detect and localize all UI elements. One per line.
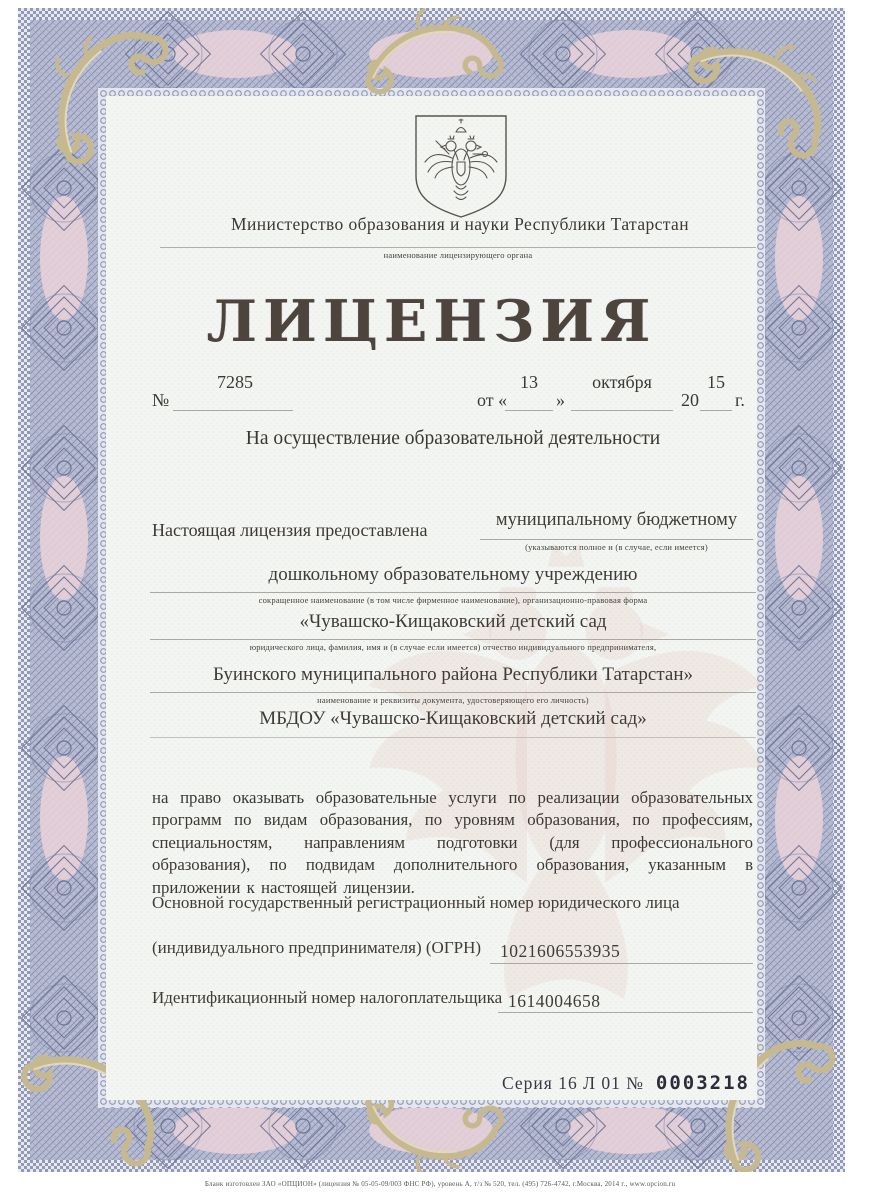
date-prefix: от « [477,390,508,410]
grantee-line2-rule [150,592,756,593]
date-year: 15 [707,372,725,392]
series-serial-number: 0003218 [655,1072,750,1094]
date-year-rule [700,410,732,411]
inn-value: 1614004658 [508,991,601,1011]
document-subtitle: На осуществление образовательной деятельности [245,428,661,449]
issuer-caption: наименование лицензирующего органа [383,250,533,260]
inn-label: Идентификационный номер налогоплательщика [152,988,503,1007]
grantee-line5-rule [150,737,756,738]
grantee-caption4: наименование и реквизиты документа, удостоверяющего его личность) [317,695,589,705]
date-century: 20 [681,390,699,410]
grantee-caption3: юридического лица, фамилия, имя и (в случае если имеется) отчество индивидуального предпринимателя, [249,642,657,652]
date-suffix: г. [735,390,745,410]
coat-of-arms-icon [409,110,513,222]
blank-manufacturer-fine-print: Бланк изготовлен ЗАО «ОПЦИОН» (лицензия № 05-05-09/003 ФНС РФ), уровень А, т/з № 520, тел. (495) 726-4742, г.Москва, 2014 г., www.opcion.ru [204,1180,676,1188]
grantee-line3-rule [150,639,756,640]
ogrn-value: 1021606553935 [500,941,621,961]
series-label: Серия 16 Л 01 № [502,1073,644,1093]
date-day-rule [505,410,553,411]
issuer-name: Министерство образования и науки Республики Татарстан [230,214,689,234]
rights-paragraph: на право оказывать образовательные услуги по реализации образовательных программ по видам образования, по уровням образования, по профессиям, специальностям, направлениям подготовки (для профессионального образования), по подвидам дополнительного образования, указанным в приложении к настоящей лицензии. [152,788,753,897]
license-number-value: 7285 [217,372,253,392]
grantee-line1: муниципальному бюджетному [495,510,738,530]
document-title: ЛИЦЕНЗИЯ [206,288,657,355]
grantee-label: Настоящая лицензия предоставлена [152,520,428,540]
grantee-line1-rule [480,539,753,540]
ogrn-label-line2: (индивидуального предпринимателя) (ОГРН) [152,938,482,957]
date-day: 13 [520,372,538,392]
grantee-line4-rule [150,692,756,693]
ogrn-label-line1: Основной государственный регистрационный номер юридического лица [152,893,680,912]
grantee-line4: Буинского муниципального района Республики Татарстан» [212,664,694,685]
grantee-caption1: (указываются полное и (в случае, если имеется) [525,542,708,552]
date-month-rule [571,410,673,411]
date-month: октября [592,372,652,392]
grantee-line2: дошкольному образовательному учреждению [268,564,638,585]
date-quote-close: » [556,390,565,410]
license-number-rule [173,410,293,411]
series-row [440,1072,750,1094]
grantee-caption2: сокращенное наименование (в том числе фирменное наименование), организационно-правовая форма [258,595,648,605]
grantee-line3: «Чувашско-Кищаковский детский сад [299,611,607,632]
inn-rule [498,1012,753,1013]
issuer-rule [160,247,756,248]
grantee-line5: МБДОУ «Чувашско-Кищаковский детский сад» [259,708,647,729]
ogrn-rule [490,963,753,964]
license-number-label: № [152,390,170,410]
